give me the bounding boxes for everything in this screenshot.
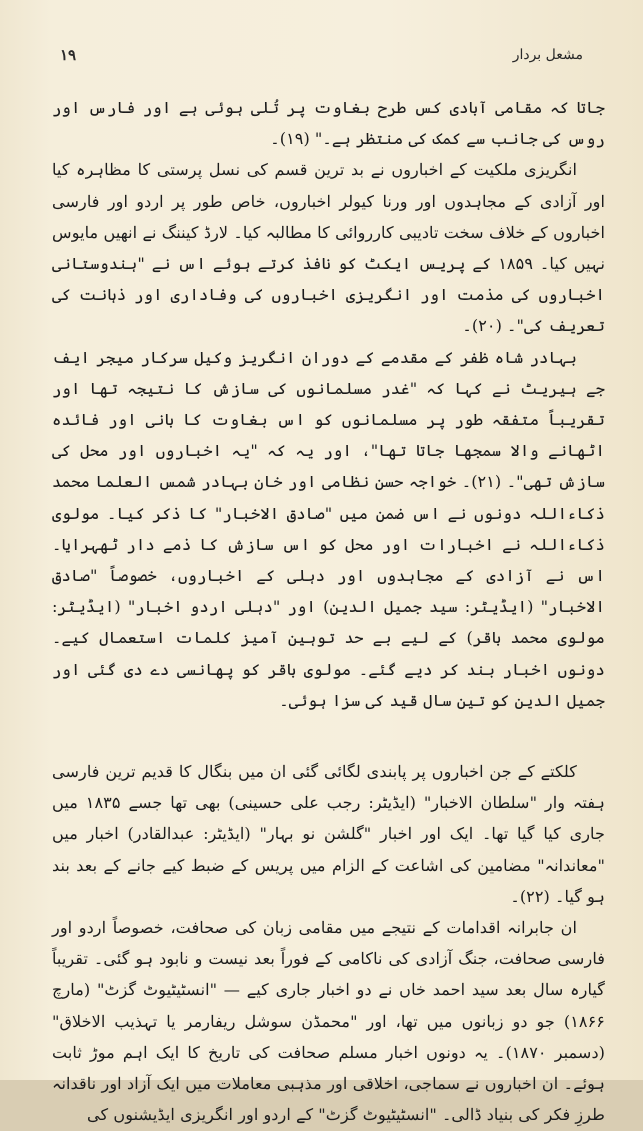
- paragraph-1: جاتا کہ مقامی آبادی کس طرح بغاوت پر تُلی ہوئی ہے اور فارس اور روس کی جانب سے کمک کی منتظر ہے۔" (۱۹)۔: [52, 98, 605, 149]
- running-header: [60, 40, 583, 70]
- body-text: [52, 92, 605, 1131]
- paragraph-4: کلکتے کے جن اخباروں پر پابندی لگائی گئی ان میں بنگال کا قدیم ترین فارسی ہفتہ وار "سلطان الاخبار" (ایڈیٹر: رجب علی حسینی) بھی تھا جسے ۱۸۳۵ میں جاری کیا گیا تھا۔ ایک اور اخبار "گلشن نو بہار" (ایڈیٹر: عبدالقادر) اخبار میں "معاندانہ" مضامین کی اشاعت کے الزام میں پریس کے ضبط کیے جانے کے بعد بند ہو گیا۔ (۲۲)۔: [52, 762, 605, 906]
- paragraph-2: انگریزی ملکیت کے اخباروں نے بد ترین قسم کی نسل پرستی کا مظاہرہ کیا اور آزادی کے مجاہدوں اور ورنا کیولر اخباروں، خاص طور پر اردو اور فارسی اخباروں کے خلاف سخت تادیبی کارروائی کا مطالبہ کیا۔ لارڈ کیننگ نے انھیں مایوس نہیں کیا۔ ۱۸۵۹ کے پریس ایکٹ کو نافذ کرتے ہوئے اس نے "ہندوستانی اخباروں کی مذمت اور انگریزی اخباروں کی وفاداری اور ذہانت کی تعریف کی"۔ (۲۰)۔: [52, 160, 605, 336]
- book-title: مشعل بردار: [512, 47, 583, 63]
- paragraph-5: ان جابرانہ اقدامات کے نتیجے میں مقامی زبان کی صحافت، خصوصاً اردو اور فارسی صحافت، جنگ آزادی کی ناکامی کے فوراً بعد نیست و نابود ہو گئی۔ تقریباً گیارہ سال بعد سید احمد خاں نے دو اخبار جاری کیے — "انسٹیٹیوٹ گزٹ" (مارچ ۱۸۶۶) جو دو زبانوں میں تھا، اور "محمڈن سوشل ریفارمر یا تہذیب الاخلاق" (دسمبر ۱۸۷۰)۔ یہ دونوں اخبار مسلم صحافت کی تاریخ کا ایک اہم موڑ ثابت ہوئے۔ ان اخباروں نے سماجی، اخلاقی اور مذہبی معاملات میں ایک آزاد اور ناقدانہ طرزِ فکر کی بنیاد ڈالی۔ "انسٹیٹیوٹ گزٹ" کے اردو اور انگریزی ایڈیشنوں کی: [52, 918, 605, 1125]
- page-number: ۱۹: [60, 46, 77, 64]
- paragraph-3: بہادر شاہ ظفر کے مقدمے کے دوران انگریز وکیل سرکار میجر ایف جے ہیریٹ نے کہا کہ "غدر مسلمانوں کی سازش کا نتیجہ تھا اور تقریباً متفقہ طور پر مسلمانوں کو اس بغاوت کا بانی اور فائدہ اٹھانے والا سمجھا جاتا تھا"، اور یہ کہ "یہ اخباروں اور محل کی سازش تھی"۔ (۲۱)۔ خواجہ حسن نظامی اور خان بہادر شمس العلما محمد ذکاءاللہ دونوں نے اس ضمن میں "صادق الاخبار" کا ذکر کیا۔ مولوی ذکاءاللہ نے اخبارات اور محل کو اس سازش کا ذمے دار ٹھہرایا۔ اس نے آزادی کے مجاہدوں اور دہلی کے اخباروں، خصوصاً "صادق الاخبار" (ایڈیٹر: سید جمیل الدین) اور "دہلی اردو اخبار" (ایڈیٹر: مولوی محمد باقر) کے لیے بے حد توہین آمیز کلمات استعمال کیے۔ دونوں اخبار بند کر دیے گئے۔ مولوی باقر کو پھانسی دے دی گئی اور جمیل الدین کو تین سال قید کی سزا ہوئی۔: [52, 347, 605, 710]
